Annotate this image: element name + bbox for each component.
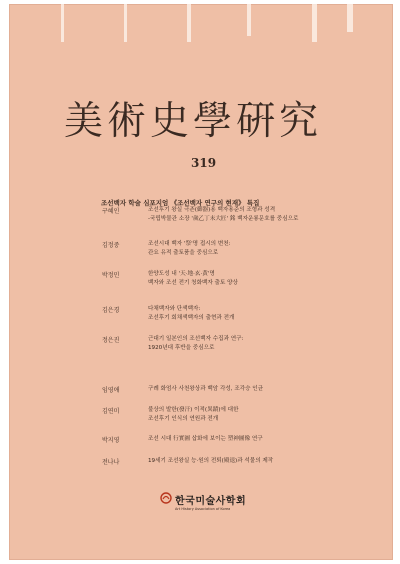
author-name: 정은진	[102, 337, 120, 344]
article-title-line: 조선후기 회채색백자의 출현과 전개	[148, 315, 235, 321]
special-issue-heading: 조선백자 학술 심포지엄 《조선백자 연구의 현재》 특집	[101, 199, 260, 207]
volume-number: 319	[191, 156, 217, 170]
stripe	[312, 4, 317, 42]
publisher-name: 한국미술사학회	[175, 496, 247, 507]
author-name: 박지영	[102, 437, 120, 444]
article-title-line: 1920년대 후반을 중심으로	[148, 345, 215, 351]
journal-title: 美術史學硏究	[64, 99, 323, 144]
article-title-line: -국립박물관 소장 '歲乙丁未大匠' 銘 백자운룡문호를 중심으로	[148, 216, 299, 222]
article-title-line: 19세기 조선왕실 능·원의 전퇴(殿退)과 석물의 제작	[148, 458, 274, 464]
journal-cover	[9, 4, 393, 560]
author-name: 전나나	[102, 459, 120, 466]
author-name: 구혜인	[102, 208, 120, 215]
stripe	[247, 4, 251, 36]
publisher-mark-icon	[160, 492, 172, 504]
stripe	[124, 4, 127, 42]
author-name: 박정민	[102, 272, 120, 279]
author-name: 김정중	[102, 242, 120, 249]
article-title-line: 불상의 발한(發汗) 이적(異蹟)에 대한	[148, 407, 239, 413]
article-title-line: 백자와 조선 전기 청화백자 출토 양상	[148, 280, 238, 286]
article-title-line: 조선시대 백자 '祭'명 접시의 변천:	[148, 241, 231, 247]
stripe	[347, 4, 353, 32]
article-title-line: 조선후기 인식의 연원과 전개	[148, 416, 219, 422]
article-title-line: 조선 시대 行實圖 삽화에 보이는 塑神圖像 연구	[148, 436, 263, 442]
publisher-name-english: Art History Association of Korea	[175, 507, 231, 511]
article-title-line: 조선후기 왕실 극존(御器)용 백자용준의 조형과 성격	[148, 207, 276, 213]
stripe	[61, 4, 64, 42]
publisher-logo	[155, 490, 265, 530]
article-title-line: 근대기 일본인의 조선백자 수집과 연구:	[148, 336, 244, 342]
author-name: 김연미	[102, 408, 120, 415]
author-name: 임영애	[102, 387, 120, 394]
author-name: 김은경	[102, 307, 120, 314]
stripe	[187, 4, 191, 42]
article-title-line: 다채백자와 단색백자:	[148, 306, 201, 312]
article-title-line: 관요 유적 출토품을 중심으로	[148, 250, 219, 256]
decorative-stripes	[9, 4, 393, 44]
article-title-line: 한양도성 내 '天·地·玄·黃'명	[148, 271, 215, 277]
article-title-line: 구례 화엄사 사천왕상과 백암 각성, 조각승 인균	[148, 386, 264, 392]
